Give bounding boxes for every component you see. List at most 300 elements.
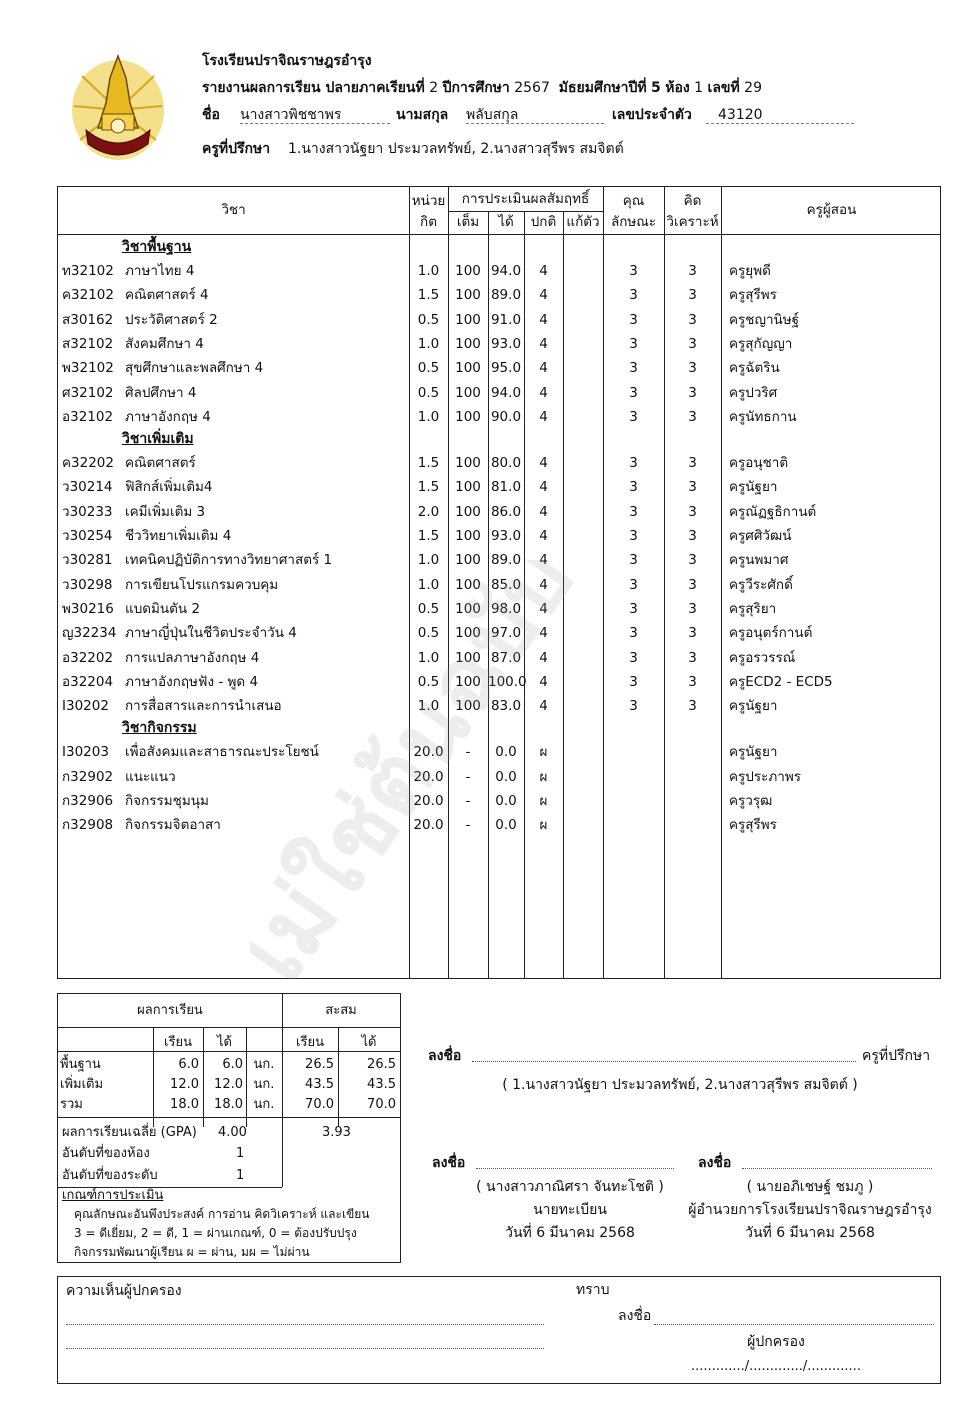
summary-cum-got-label: ได้ <box>361 1035 377 1050</box>
cell-got: 98.0 <box>490 600 522 617</box>
cell-code: พ32102 <box>62 360 114 377</box>
cell-char: 3 <box>629 503 638 520</box>
cell-think: 3 <box>688 455 697 472</box>
summary-box <box>57 993 401 1263</box>
cell-full: 100 <box>455 360 481 377</box>
cell-credit: 1.0 <box>417 335 440 352</box>
cell-credit: 0.5 <box>417 311 440 328</box>
cell-got: 0.0 <box>495 768 517 785</box>
registrar-sign-line <box>476 1167 674 1169</box>
cell-grade: 4 <box>539 552 548 569</box>
comment-line-1[interactable] <box>66 1323 544 1325</box>
cell-char: 3 <box>629 698 638 715</box>
advisor-names: 1.นางสาวนัฐยา ประมวลทรัพย์, 2.นางสาวสุรีพร สมจิตต์ <box>288 141 624 157</box>
cell-code: ก32902 <box>62 768 114 785</box>
student-name: นางสาวพิชชาพร <box>240 107 390 124</box>
cell-teacher: ครูศศิวัฒน์ <box>729 528 792 544</box>
cell-full: 100 <box>455 408 481 425</box>
cell-code: ก32908 <box>62 817 114 834</box>
cell-grade: 4 <box>539 408 548 425</box>
cell-teacher: ครูอรวรรณ์ <box>729 649 796 666</box>
school-name: โรงเรียนปราจิณราษฎรอำรุง <box>202 53 372 69</box>
advisor-sign-names: ( 1.นางสาวนัฐยา ประมวลทรัพย์, 2.นางสาวสุรีพร สมจิตต์ ) <box>502 1077 858 1093</box>
registrar-date: วันที่ 6 มีนาคม 2568 <box>505 1225 635 1241</box>
advisor-role: ครูที่ปรึกษา <box>862 1048 931 1064</box>
cell-code: อ32204 <box>62 673 114 690</box>
cell-credit: 0.5 <box>417 673 440 690</box>
rank-level-value: 1 <box>236 1168 245 1183</box>
registrar-name: ( นางสาวภาณิศรา จันทะโชติ ) <box>476 1179 664 1195</box>
cell-teacher: ครูนัฐยา <box>729 744 778 761</box>
cell-teacher: ครูฉัตริน <box>729 360 780 377</box>
cell-code: ค32102 <box>62 287 114 304</box>
cell-grade: 4 <box>539 360 548 377</box>
cell-think: 3 <box>688 552 697 569</box>
cell-teacher: ครูอนุชาติ <box>729 455 789 472</box>
cell-char: 3 <box>629 479 638 496</box>
summary-unit: นก. <box>253 1077 275 1092</box>
cell-think: 3 <box>688 479 697 496</box>
cell-grade: 4 <box>539 673 548 690</box>
section-title: วิชากิจกรรม <box>122 720 197 737</box>
cell-name: การเขียนโปรแกรมควบคุม <box>125 576 279 593</box>
cell-think: 3 <box>688 698 697 715</box>
table-row <box>58 356 942 380</box>
table-row <box>58 548 942 572</box>
cell-name: แนะแนว <box>125 768 176 785</box>
table-row <box>58 475 942 499</box>
cell-name: ประวัติศาสตร์ 2 <box>125 311 218 328</box>
cell-name: สังคมศึกษา 4 <box>125 335 204 352</box>
summary-cum-got: 26.5 <box>367 1057 396 1072</box>
summary-cum-study: 70.0 <box>305 1097 334 1112</box>
cell-code: I30203 <box>62 744 109 761</box>
cell-name: แบดมินตัน 2 <box>125 600 201 617</box>
cell-name: ภาษาญี่ปุ่นในชีวิตประจำวัน 4 <box>125 625 297 642</box>
cell-credit: 0.5 <box>417 360 440 377</box>
cell-think: 3 <box>688 528 697 544</box>
cell-credit: 1.5 <box>417 455 440 472</box>
cell-teacher: ครูวรุฒ <box>729 793 773 809</box>
summary-cum-study-label: เรียน <box>296 1035 324 1050</box>
cell-got: 94.0 <box>490 384 522 401</box>
cell-got: 93.0 <box>490 335 522 352</box>
cell-credit: 0.5 <box>417 384 440 401</box>
cell-code: อ32202 <box>62 649 114 666</box>
header-teacher: ครูผู้สอน <box>806 202 857 218</box>
cell-char: 3 <box>629 408 638 425</box>
table-row <box>58 813 942 837</box>
header-credit-top: หน่วย <box>411 193 446 209</box>
summary-label: พื้นฐาน <box>60 1057 101 1072</box>
cell-grade: ผ <box>539 768 548 785</box>
cell-code: ว30233 <box>62 503 113 520</box>
cell-got: 80.0 <box>490 455 522 472</box>
cell-full: 100 <box>455 698 481 715</box>
summary-cumulative-label: สะสม <box>325 1003 357 1018</box>
cell-teacher: ครูอนุตร์กานต์ <box>729 625 813 642</box>
cell-full: 100 <box>455 528 481 544</box>
cell-teacher: ครูนัทธกาน <box>729 408 797 425</box>
cell-name: คณิตศาสตร์ 4 <box>125 287 209 304</box>
cell-name: เพื่อสังคมและสาธารณะประโยชน์ <box>125 744 319 761</box>
cell-teacher: ครูECD2 - ECD5 <box>729 673 833 690</box>
cell-name: เคมีเพิ่มเติม 3 <box>125 503 206 520</box>
cell-code: ส30162 <box>62 311 114 328</box>
table-row <box>58 283 942 307</box>
cell-name: ภาษาอังกฤษ 4 <box>125 408 211 425</box>
cell-char: 3 <box>629 576 638 593</box>
summary-study: 12.0 <box>170 1077 199 1092</box>
cell-char: 3 <box>629 673 638 690</box>
criteria-line-3: กิจกรรมพัฒนาผู้เรียน ผ = ผ่าน, มผ = ไม่ผ่าน <box>74 1245 310 1259</box>
table-row <box>58 405 942 429</box>
cell-name: ศิลปศึกษา 4 <box>125 384 197 401</box>
summary-got: 18.0 <box>214 1097 243 1112</box>
parent-sign-line[interactable] <box>654 1323 934 1325</box>
cell-code: ญ32234 <box>62 625 117 642</box>
summary-study: 6.0 <box>178 1057 199 1072</box>
grade-table <box>57 186 941 979</box>
comment-line-2[interactable] <box>66 1347 544 1349</box>
cell-full: 100 <box>455 311 481 328</box>
header-fix: แก้ตัว <box>566 214 600 230</box>
cell-char: 3 <box>629 360 638 377</box>
cell-think: 3 <box>688 311 697 328</box>
cell-grade: 4 <box>539 479 548 496</box>
cell-char: 3 <box>629 311 638 328</box>
registrar-role: นายทะเบียน <box>533 1202 607 1218</box>
cell-name: เทคนิคปฏิบัติการทางวิทยาศาสตร์ 1 <box>125 552 333 569</box>
cell-name: ภาษาไทย 4 <box>125 263 195 279</box>
table-row <box>58 573 942 597</box>
cell-name: การแปลภาษาอังกฤษ 4 <box>125 649 260 666</box>
cell-full: - <box>465 744 471 761</box>
cell-full: - <box>465 768 471 785</box>
cell-grade: ผ <box>539 744 548 761</box>
cell-got: 93.0 <box>490 528 522 544</box>
director-sign-label: ลงชื่อ <box>698 1155 732 1171</box>
cell-credit: 20.0 <box>413 817 444 834</box>
summary-study: 18.0 <box>170 1097 199 1112</box>
cell-code: ส32102 <box>62 335 114 352</box>
summary-label: เพิ่มเติม <box>60 1077 104 1092</box>
cell-think: 3 <box>688 625 697 642</box>
parent-date-line[interactable]: ............./............./............. <box>691 1359 861 1374</box>
ack-label: ทราบ <box>576 1282 610 1298</box>
cell-think: 3 <box>688 503 697 520</box>
cell-got: 97.0 <box>490 625 522 642</box>
rank-room-value: 1 <box>236 1146 245 1161</box>
header-assessment: การประเมินผลสัมฤทธิ์ <box>461 191 590 207</box>
cell-think: 3 <box>688 576 697 593</box>
cell-full: - <box>465 817 471 834</box>
header-think-top: คิด <box>683 193 702 209</box>
student-id: 43120 <box>706 107 854 124</box>
cell-name: กิจกรรมชุมนุม <box>125 793 209 809</box>
cell-credit: 20.0 <box>413 744 444 761</box>
summary-got-label: ได้ <box>217 1035 232 1050</box>
cell-think: 3 <box>688 384 697 401</box>
id-label: เลขประจำตัว <box>612 107 692 123</box>
header-grade: ปกติ <box>530 214 557 230</box>
cell-credit: 1.5 <box>417 528 440 544</box>
section-title: วิชาเพิ่มเติม <box>122 431 194 448</box>
cell-full: 100 <box>455 335 481 352</box>
cell-teacher: ครูสุรีพร <box>729 817 777 834</box>
cell-teacher: ครูประภาพร <box>729 768 801 785</box>
advisor-sign-label: ลงชื่อ <box>428 1048 462 1064</box>
cell-think: 3 <box>688 673 697 690</box>
cell-think: 3 <box>688 263 697 279</box>
student-surname: พลับสกุล <box>466 107 604 124</box>
cell-got: 91.0 <box>490 311 522 328</box>
table-row <box>58 500 942 524</box>
cell-grade: 4 <box>539 455 548 472</box>
section-title: วิชาพื้นฐาน <box>122 239 192 255</box>
cell-full: 100 <box>455 552 481 569</box>
cell-code: ศ32102 <box>62 384 114 401</box>
cell-credit: 1.0 <box>417 698 440 715</box>
summary-unit: นก. <box>253 1057 275 1072</box>
registrar-sign-label: ลงชื่อ <box>432 1155 466 1171</box>
cell-code: ว30298 <box>62 576 113 593</box>
cell-grade: 4 <box>539 649 548 666</box>
cell-code: ว30214 <box>62 479 113 496</box>
summary-cum-study: 43.5 <box>305 1077 334 1092</box>
table-row <box>58 332 942 356</box>
cell-grade: 4 <box>539 503 548 520</box>
cell-teacher: ครูสุรีพร <box>729 287 777 304</box>
surname-label: นามสกุล <box>396 107 449 123</box>
cell-code: ว30281 <box>62 552 113 569</box>
cell-full: 100 <box>455 287 481 304</box>
cell-got: 90.0 <box>490 408 522 425</box>
cell-grade: 4 <box>539 263 548 279</box>
cell-grade: ผ <box>539 817 548 834</box>
cell-char: 3 <box>629 384 638 401</box>
cell-got: 94.0 <box>490 263 522 279</box>
cell-name: ภาษาอังกฤษฟัง - พูด 4 <box>125 673 259 690</box>
table-row <box>58 765 942 789</box>
cell-code: ค32202 <box>62 455 114 472</box>
cell-full: 100 <box>455 576 481 593</box>
cell-teacher: ครูนพมาศ <box>729 552 789 569</box>
director-date: วันที่ 6 มีนาคม 2568 <box>745 1225 875 1241</box>
cell-teacher: ครูชญานิษฐ์ <box>729 311 800 328</box>
table-row <box>58 381 942 405</box>
cell-think: 3 <box>688 360 697 377</box>
cell-name: ชีววิทยาเพิ่มเติม 4 <box>125 528 232 544</box>
criteria-line-1: คุณลักษณะอันพึงประสงค์ การอ่าน คิดวิเคราะห์ และเขียน <box>74 1207 370 1221</box>
director-role: ผู้อำนวยการโรงเรียนปราจิณราษฎรอำรุง <box>688 1202 932 1218</box>
cell-teacher: ครูนัฐยา <box>729 698 778 715</box>
cell-full: - <box>465 793 471 809</box>
summary-got: 12.0 <box>214 1077 243 1092</box>
rank-level-label: อันดับที่ของระดับ <box>62 1168 158 1183</box>
table-row <box>58 789 942 813</box>
cell-credit: 1.0 <box>417 263 440 279</box>
cell-credit: 20.0 <box>413 768 444 785</box>
cell-grade: 4 <box>539 698 548 715</box>
cell-full: 100 <box>455 479 481 496</box>
header-think-bottom: วิเคราะห์ <box>666 214 719 230</box>
criteria-line-2: 3 = ดีเยี่ยม, 2 = ดี, 1 = ผ่านเกณฑ์, 0 = ต้องปรับปรุง <box>74 1226 357 1240</box>
cell-char: 3 <box>629 649 638 666</box>
header-full: เต็ม <box>456 214 480 230</box>
cell-think: 3 <box>688 287 697 304</box>
cell-got: 81.0 <box>490 479 522 496</box>
header-subject: วิชา <box>221 202 246 218</box>
cell-credit: 20.0 <box>413 793 444 809</box>
cell-char: 3 <box>629 335 638 352</box>
cell-got: 86.0 <box>490 503 522 520</box>
cell-got: 0.0 <box>495 744 517 761</box>
cell-credit: 1.0 <box>417 408 440 425</box>
cell-full: 100 <box>455 455 481 472</box>
parent-comment-label: ความเห็นผู้ปกครอง <box>66 1283 182 1299</box>
header-char-bottom: ลักษณะ <box>610 214 657 230</box>
cell-grade: 4 <box>539 335 548 352</box>
report-title: รายงานผลการเรียน ปลายภาคเรียนที่ 2 ปีการศึกษา 2567 มัธยมศึกษาปีที่ 5 ห้อง 1 เลขที่ 29 <box>202 80 762 96</box>
cell-char: 3 <box>629 552 638 569</box>
cell-credit: 1.5 <box>417 479 440 496</box>
cell-credit: 2.0 <box>417 503 440 520</box>
cell-code: ท32102 <box>62 263 114 279</box>
summary-cum-got: 70.0 <box>367 1097 396 1112</box>
table-row <box>58 259 942 283</box>
cell-think: 3 <box>688 649 697 666</box>
cell-credit: 0.5 <box>417 625 440 642</box>
cell-got: 89.0 <box>490 552 522 569</box>
cell-grade: 4 <box>539 528 548 544</box>
summary-cum-got: 43.5 <box>367 1077 396 1092</box>
cell-char: 3 <box>629 528 638 544</box>
table-row <box>58 451 942 475</box>
parent-role: ผู้ปกครอง <box>747 1334 805 1350</box>
cell-code: อ32102 <box>62 408 114 425</box>
summary-unit: นก. <box>253 1097 275 1112</box>
cell-name: สุขศึกษาและพลศึกษา 4 <box>125 360 264 377</box>
cell-teacher: ครูสุริยา <box>729 600 777 617</box>
cell-char: 3 <box>629 455 638 472</box>
cell-teacher: ครูวีระศักดิ์ <box>729 576 793 593</box>
cell-think: 3 <box>688 408 697 425</box>
cell-got: 0.0 <box>495 817 517 834</box>
criteria-title: เกณฑ์การประเมิน <box>62 1188 164 1203</box>
cell-got: 85.0 <box>490 576 522 593</box>
director-sign-line <box>742 1167 932 1169</box>
cell-teacher: ครูณัฏฐธิกานต์ <box>729 503 817 520</box>
cell-grade: 4 <box>539 384 548 401</box>
summary-got: 6.0 <box>222 1057 243 1072</box>
cell-name: การสื่อสารและการนำเสนอ <box>125 698 282 715</box>
table-row <box>58 597 942 621</box>
cell-char: 3 <box>629 287 638 304</box>
cell-got: 89.0 <box>490 287 522 304</box>
table-row <box>58 670 942 694</box>
cell-credit: 1.0 <box>417 649 440 666</box>
rank-room-label: อันดับที่ของห้อง <box>62 1146 150 1161</box>
cell-got: 95.0 <box>490 360 522 377</box>
table-row <box>58 308 942 332</box>
cell-name: คณิตศาสตร์ <box>125 455 196 472</box>
cell-got: 100.0 <box>488 673 527 690</box>
cell-credit: 0.5 <box>417 600 440 617</box>
gpa-value: 4.00 <box>218 1125 247 1140</box>
cell-got: 0.0 <box>495 793 517 809</box>
cell-grade: 4 <box>539 311 548 328</box>
advisor-sign-line <box>472 1060 856 1062</box>
header-credit-bottom: กิต <box>420 214 437 230</box>
cell-teacher: ครูสุกัญญา <box>729 335 793 352</box>
cell-grade: 4 <box>539 576 548 593</box>
summary-study-label: เรียน <box>164 1035 192 1050</box>
cell-grade: 4 <box>539 287 548 304</box>
cell-teacher: ครูปวริศ <box>729 384 778 401</box>
cell-full: 100 <box>455 625 481 642</box>
school-logo <box>68 48 168 168</box>
cell-teacher: ครูนัฐยา <box>729 479 778 496</box>
cell-teacher: ครูยุพดี <box>729 263 771 279</box>
cell-char: 3 <box>629 263 638 279</box>
cell-think: 3 <box>688 335 697 352</box>
cell-got: 83.0 <box>490 698 522 715</box>
summary-results-label: ผลการเรียน <box>137 1003 203 1018</box>
header-got: ได้ <box>498 214 514 230</box>
cell-got: 87.0 <box>490 649 522 666</box>
table-row <box>58 524 942 548</box>
cell-grade: 4 <box>539 600 548 617</box>
cell-grade: 4 <box>539 625 548 642</box>
cell-credit: 1.5 <box>417 287 440 304</box>
table-row <box>58 646 942 670</box>
cell-name: ฟิสิกส์เพิ่มเติม4 <box>125 479 213 496</box>
cell-code: พ30216 <box>62 600 114 617</box>
cell-code: ก32906 <box>62 793 114 809</box>
cell-char: 3 <box>629 600 638 617</box>
cell-code: I30202 <box>62 698 109 715</box>
cell-think: 3 <box>688 600 697 617</box>
watermark-text: ไม่ใช่ต้นฉบับ <box>250 560 595 1013</box>
table-row <box>58 621 942 645</box>
gpa-label: ผลการเรียนเฉลี่ย (GPA) <box>62 1125 197 1140</box>
cell-full: 100 <box>455 503 481 520</box>
header-char-top: คุณ <box>622 193 645 209</box>
parent-sign-label: ลงชื่อ <box>618 1308 652 1324</box>
cell-credit: 1.0 <box>417 552 440 569</box>
cell-full: 100 <box>455 384 481 401</box>
parent-comment-box <box>57 1276 941 1384</box>
cell-grade: ผ <box>539 793 548 809</box>
cell-char: 3 <box>629 625 638 642</box>
director-name: ( นายอภิเชษฐ์ ชมภู ) <box>746 1179 874 1195</box>
name-label: ชื่อ <box>202 107 220 123</box>
cell-full: 100 <box>455 673 481 690</box>
table-row <box>58 694 942 718</box>
advisor-label: ครูที่ปรึกษา <box>202 141 271 157</box>
table-row <box>58 740 942 764</box>
summary-label: รวม <box>60 1097 83 1112</box>
cell-full: 100 <box>455 649 481 666</box>
cell-code: ว30254 <box>62 528 113 544</box>
cum-gpa-value: 3.93 <box>322 1125 351 1140</box>
cell-name: กิจกรรมจิตอาสา <box>125 817 221 834</box>
cell-credit: 1.0 <box>417 576 440 593</box>
summary-cum-study: 26.5 <box>305 1057 334 1072</box>
cell-full: 100 <box>455 263 481 279</box>
cell-full: 100 <box>455 600 481 617</box>
